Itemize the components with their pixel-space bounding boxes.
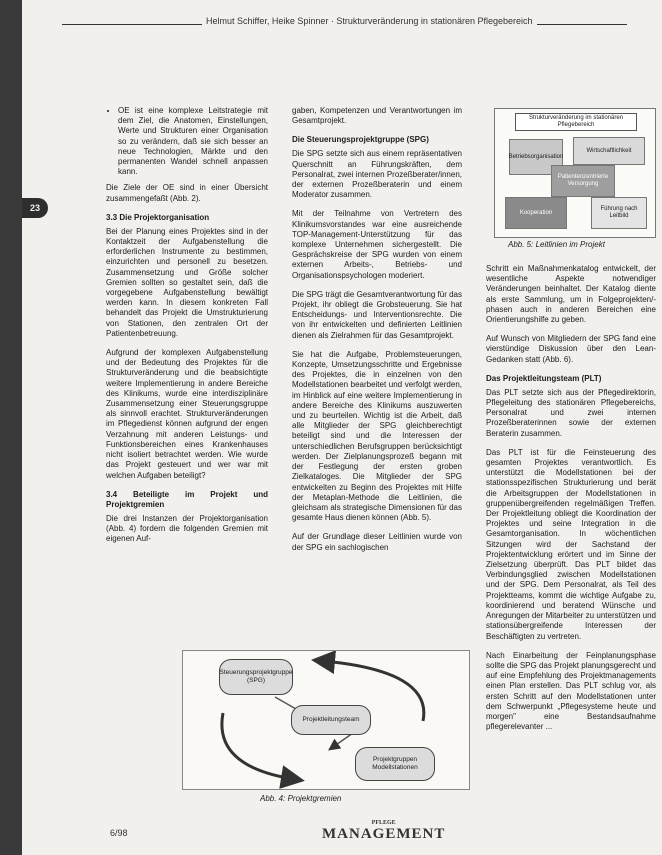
paragraph: Die SPG trägt die Gesamtverantwortung für das Projekt, ihr obliegt die Grobsteuerung. Sie hat Entscheidungs- und Interventionsrechte. Die von ihr entwickelten und definierten Leitlinien dienen als Zielrahmen für das Gesamtprojekt. bbox=[292, 289, 462, 340]
paragraph: Auf Wunsch von Mitgliedern der SPG fand eine vierstündige Diskussion über den Lean-Gedanken statt (Abb. 6). bbox=[486, 334, 656, 364]
paragraph: Die drei Instanzen der Projektorganisation (Abb. 4) fordern die folgenden Gremien mit eigenen Auf- bbox=[106, 513, 268, 544]
paragraph: Bei der Planung eines Projektes sind in der Kontaktzeit der Aufgabenstellung die erforderlichen Instrumente zu bestimmen, einzurichten und personell zu besetzen. Zusammensetzung und Größe solcher Gremien sollten so gestaltet sein, daß die vorgegebene Aufgabenstellung bewältigt werden kann. In diesem konkreten Fall behandelt das Projekt die Umstrukturierung von Stationen, den zentralen Ort der Patientenbetreuung. bbox=[106, 226, 268, 338]
figure-project-committees bbox=[182, 650, 470, 790]
section-heading-plt: Das Projektleitungsteam (PLT) bbox=[486, 373, 602, 383]
paragraph: gaben, Kompetenzen und Verantwortungen im Gesamtprojekt. bbox=[292, 106, 462, 126]
column-right bbox=[486, 264, 656, 741]
node-model-stations: Projektgruppen Modellstationen bbox=[355, 747, 435, 781]
figure-caption-4: Abb. 4: Projektgremien bbox=[260, 794, 342, 803]
paragraph: Die Ziele der OE sind in einer Übersicht zusammengefaßt (Abb. 2). bbox=[106, 183, 268, 203]
magazine-logo bbox=[322, 820, 445, 843]
paragraph: Sie hat die Aufgabe, Problemsteuerungen, Konzepte, Umsetzungsschritte und Ergebnisse des Projektes, die in einzelnen von den Modellstationen bearbeitet und verfolgt werden, im Hinblick auf eine weitere Implementierung in andere Bereiche des Klinikums auszuwerten und zu beurteilen. Wichtig ist die Arbeit, daß alle Mitglieder der SPG gleichberechtigt beteiligt sind und die Interessen der unterschiedlichen Berufsgruppen berücksichtigt werden. Der Zielplanungsprozeß begann mit der Festlegung der ersten groben Zielkataloges. Die Mitglieder der SPG entwickelten zu Beginn des Projektes mit Hilfe der Metaplan-Methode die Leitlinien, die gleichsam als strategische Dimensionen für das gesamte Haus dienen können (Abb. 5). bbox=[292, 349, 462, 523]
section-heading-participants: 3.4 Beteiligte im Projekt und Projektgremien bbox=[106, 489, 268, 509]
puzzle-piece-economy: Wirtschaftlichkeit bbox=[573, 137, 645, 165]
figure-caption-5: Abb. 5: Leitlinien im Projekt bbox=[508, 240, 605, 249]
column-middle bbox=[292, 106, 462, 562]
paragraph: Das PLT setzte sich aus der Pflegedirektorin, Pflegeleitung des stationären Pflegebereichs, Personalrat und zwei internen Prozeßberaterinnen sowie der externen Beraterin zusammen. bbox=[486, 387, 656, 438]
bullet-item: • OE ist eine komplexe Leitstrategie mit dem Ziel, die Anatomen, Einstellungen, Werte und Strukturen einer Organisation so zu verändern, daß sie sich besser an neue Technologien, Märkte und den permanenten Wandel schnell anpassen kann. bbox=[118, 106, 268, 177]
bullet-list bbox=[106, 106, 268, 177]
puzzle-piece-leadership: Führung nach Leitbild bbox=[591, 197, 647, 229]
puzzle-piece-organisation: Betriebsorganisation bbox=[509, 139, 563, 175]
node-spg: Steuerungsprojektgruppe (SPG) bbox=[219, 659, 293, 695]
page-number: 6/98 bbox=[110, 828, 128, 838]
puzzle-piece-patient-care: Patientenzentrierte Versorgung bbox=[551, 165, 615, 197]
paragraph: Nach Einarbeitung der Feinplanungsphase sollte die SPG das Projekt planungsgerecht und auf eine Empfehlung des Projektmanagements einen Plan erstellen. Das PLT schlug vor, als ersten Schritt auf den Modellstationen unter dem Schwerpunkt „Pflegesysteme heute und morgen" eine Bestandsaufnahme pflegerelevanter ... bbox=[486, 650, 656, 732]
logo-small-text: PFLEGE bbox=[371, 820, 396, 826]
paragraph: Mit der Teilnahme von Vertretern des Klinikumsvorstandes war eine ausreichende TOP-Management-Unterstützung für das komplexe Unternehmen sichergestellt. Die Gesprächskreise der SPG wurden von einem externen Arbeits-, Betriebs- und Organisationspsychologen moderiert. bbox=[292, 209, 462, 280]
column-left bbox=[106, 106, 268, 553]
figure-title: Strukturveränderung im stationären Pflegebereich bbox=[515, 113, 637, 131]
section-heading-spg: Die Steuerungsprojektgruppe (SPG) bbox=[292, 135, 429, 145]
node-plt: Projektleitungsteam bbox=[291, 705, 371, 735]
paragraph: Das PLT ist für die Feinsteuerung des gesamten Projektes verantwortlich. Es unterstützt die Modellstationen bei der stationsspezifischen Strukturierung und berät die Arbeitsgruppen der Modellstationen in gruppenübergreifenden regelmäßigen Treffen. Der Projektleitung obliegt die Koordination der Projektes und seine Integration in die Gesamtorganisation. In wöchentlichen Sitzungen wird der Sachstand der Projektentwicklung erörtert und im Sinne der Zielsetzung überprüft. Das PLT bildet das Verbindungsglied zwischen Modellstationen und der SPG. Dem Personalrat, als Teil des Projektteams, kommt die wichtige Aufgabe zu, koordinierend und beratend Wünsche und Anregungen der Mitarbeiter zu unterstützen und stationsübergreifende Interessen der Beschäftigten zu vertreten. bbox=[486, 447, 656, 641]
section-heading-org: 3.3 Die Projektorganisation bbox=[106, 212, 210, 222]
document-page bbox=[22, 0, 662, 855]
figure-guidelines bbox=[494, 108, 656, 238]
puzzle-piece-cooperation: Kooperation bbox=[505, 197, 567, 229]
paragraph: Auf der Grundlage dieser Leitlinien wurde von der SPG ein sachlogischen bbox=[292, 532, 462, 552]
paragraph: Die SPG setzte sich aus einem repräsentativen Querschnitt an Führungskräften, dem Personalrat, zwei internen Prozeßberater/innen, der externen Prozeßberaterin und einem Moderator zusammen. bbox=[292, 149, 462, 200]
running-header: Helmut Schiffer, Heike Spinner · Strukturveränderung in stationären Pflegebereich bbox=[202, 16, 537, 26]
logo-main-text: MANAGEMENT bbox=[322, 826, 446, 842]
page-tab: 23 bbox=[22, 198, 48, 218]
paragraph: Aufgrund der komplexen Aufgabenstellung und der Bedeutung des Projektes für die Strukturveränderung und die beabsichtigte weitere Implementierung in andere Bereiche des Klinikums, wurde eine interdisziplinäre Zusammensetzung einer Steuerungsgruppe als sinnvoll erachtet. Strukturveränderungen im Pflegedienst können aufgrund der engen Verzahnung mit anderen Leistungs- und Funktionsbereichen eines Krankenhauses nicht isoliert betrachtet werden. Wie wurde das Projekt gesteuert und wer war mit welchen Aufgaben beteiligt? bbox=[106, 348, 268, 480]
paragraph: Schritt ein Maßnahmenkatalog entwickelt, der wesentliche Aspekte notwendiger Veränderungen beinhaltet. Der Katalog diente als erste Sammlung, um in Folgeprojekten/-phasen auch in anderen Bereichen eine Orientierungshilfe zu geben. bbox=[486, 264, 656, 325]
